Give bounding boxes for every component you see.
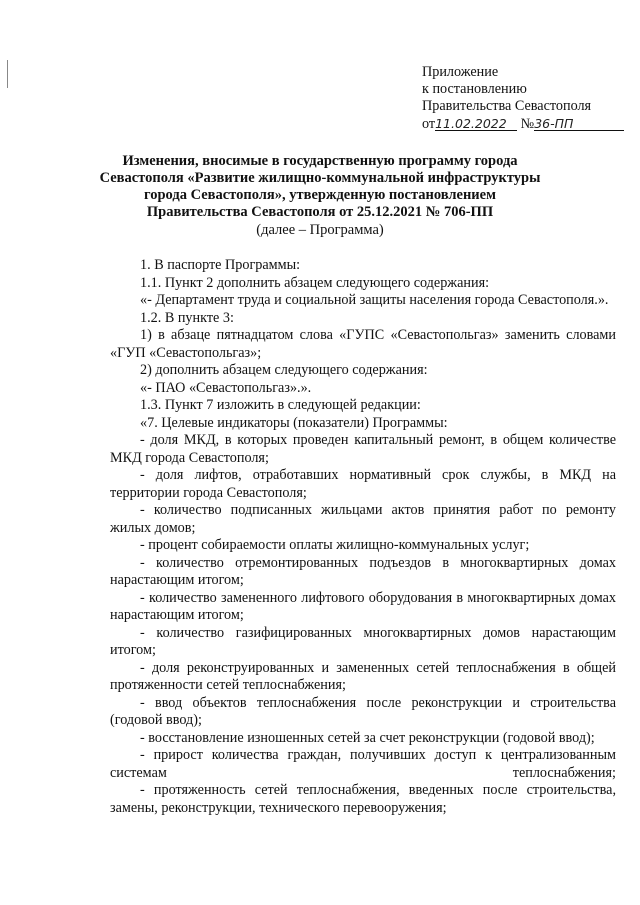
appendix-line-3: Правительства Севастополя xyxy=(422,98,592,114)
from-label: от xyxy=(422,116,436,132)
appendix-line-1: Приложение xyxy=(422,64,499,80)
paragraph: 1. В паспорте Программы: xyxy=(140,257,301,273)
appendix-block xyxy=(422,64,624,133)
handwritten-date: 11.02.2022 xyxy=(435,116,507,131)
list-item: - количество подписанных жильцами актов принятия работ по ремонту жилых домов; xyxy=(110,502,616,536)
list-item: - количество газифицированных многоквартирных домов нарастающим итогом; xyxy=(110,624,616,658)
list-item: - процент собираемости оплаты жилищно-коммунальных услуг; xyxy=(140,537,530,553)
date-field xyxy=(435,115,517,131)
list-item: - доля лифтов, отработавших нормативный срок службы, в МКД на территории города Севастополя; xyxy=(110,467,616,501)
paragraph: 1.1. Пункт 2 дополнить абзацем следующего содержания: xyxy=(140,274,490,291)
paragraph: 1) в абзаце пятнадцатом слова «ГУПС «Севастопольгаз» заменить словами «ГУП «Севастопольгаз»; xyxy=(110,327,616,361)
document-body xyxy=(110,257,616,817)
number-field xyxy=(534,115,624,131)
paragraph: «- Департамент труда и социальной защиты населения города Севастополя.». xyxy=(140,292,609,308)
appendix-line-2: к постановлению xyxy=(422,81,527,97)
list-item: - количество замененного лифтового оборудования в многоквартирных домах нарастающим итогом; xyxy=(110,589,616,623)
paragraph: 2) дополнить абзацем следующего содержания: xyxy=(140,362,428,378)
list-item: - протяженность сетей теплоснабжения, введенных после строительства, замены, реконструкции, технического перевооружения; xyxy=(110,782,616,816)
number-label: № xyxy=(520,116,535,132)
scan-edge-mark xyxy=(7,60,8,88)
document-title: Изменения, вносимые в государственную программу города Севастополя «Развитие жилищно-коммунальной инфраструктуры города Севастополя», утвержденную постановлением Правительства Севастополя от 25.12.2021 № 706-ПП xyxy=(99,153,541,220)
list-item: - количество отремонтированных подъездов в многоквартирных домах нарастающим итогом; xyxy=(110,554,616,588)
list-item: - доля реконструированных и замененных сетей теплоснабжения в общей протяженности сетей теплоснабжения; xyxy=(110,659,616,693)
list-item: - ввод объектов теплоснабжения после реконструкции и строительства (годовой ввод); xyxy=(110,694,616,728)
list-item: - восстановление изношенных сетей за счет реконструкции (годовой ввод); xyxy=(140,729,595,746)
list-item: - прирост количества граждан, получивших доступ к централизованным системам теплоснабжения; xyxy=(110,747,616,781)
paragraph: 1.2. В пункте 3: xyxy=(140,309,234,326)
appendix-date-number-line xyxy=(422,115,624,133)
document-subtitle: (далее – Программа) xyxy=(256,222,384,238)
paragraph: «7. Целевые индикаторы (показатели) Программы: xyxy=(140,414,448,431)
paragraph: «- ПАО «Севастопольгаз».». xyxy=(140,379,312,396)
handwritten-number: 36-ПП xyxy=(534,116,574,131)
paragraph: 1.3. Пункт 7 изложить в следующей редакции: xyxy=(140,397,421,413)
list-item: - доля МКД, в которых проведен капитальный ремонт, в общем количестве МКД города Севастополя; xyxy=(110,432,616,466)
